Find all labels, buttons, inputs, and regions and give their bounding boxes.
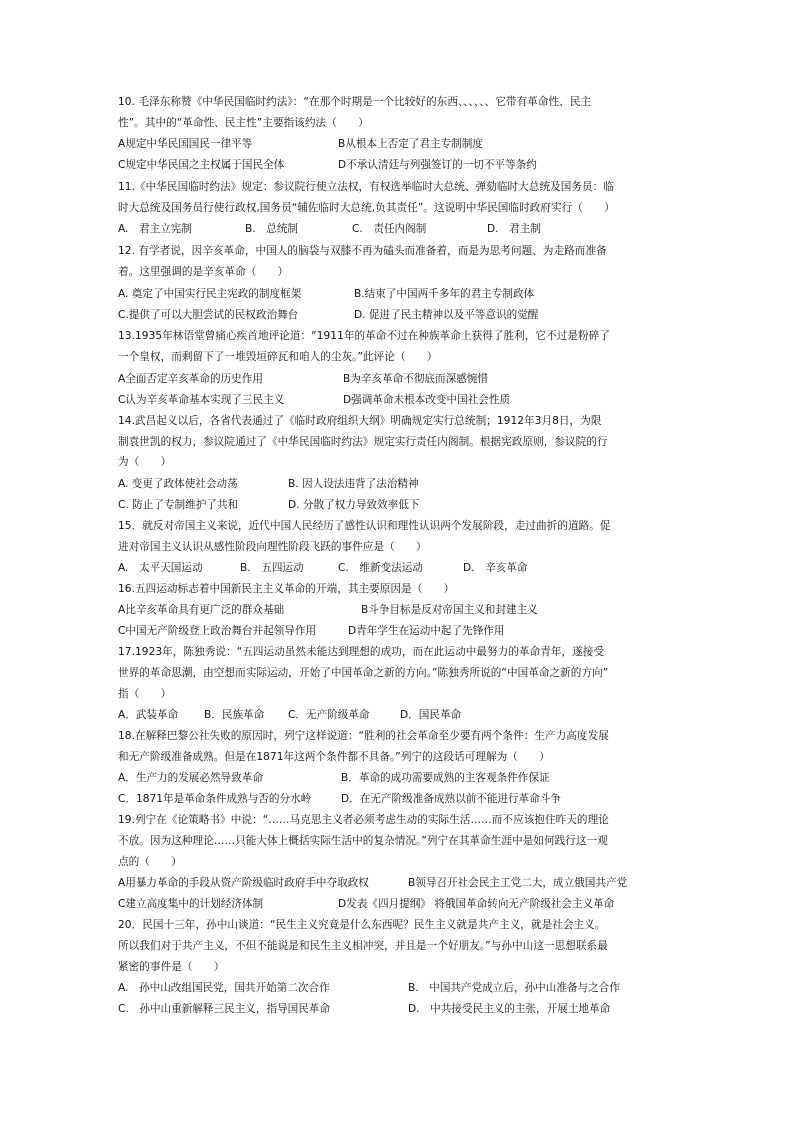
question-stem-line: 19.列宁在《论策略书》中说：“……马克思主义者必须考虑生动的实际生活……而不应该抱住昨天的理论	[118, 814, 609, 826]
option-d: D发表《四月提纲》 将俄国革命转向无产阶级社会主义革命	[338, 898, 615, 910]
option-a: A．武装革命	[118, 709, 179, 721]
question-stem-line: 18.在解释巴黎公社失败的原因时，列宁这样说道：“胜利的社会革命至少要有两个条件：生产力高度发展	[118, 730, 609, 742]
question-stem-line: 10. 毛泽东称赞《中华民国临时约法》：“在那个时期是一个比较好的东西、、、、、、它带有革命性、民主	[118, 96, 592, 108]
question-stem-line: 进对帝国主义认识从感性阶段向理性阶段飞跃的事件应是（ ）	[118, 541, 427, 553]
option-d: D. 分散了权力导致效率低下	[288, 499, 420, 511]
option-b: B为辛亥革命不彻底而深感惋惜	[343, 373, 488, 385]
question-stem-line: 所以我们对于共产主义，不但不能说是和民生主义相冲突，并且是一个好朋友。”与孙中山这一思想联系最	[118, 940, 608, 952]
option-c: C建立高度集中的计划经济体制	[118, 898, 264, 910]
question-stem-line: 为（ ）	[118, 456, 172, 468]
question-stem-line: 17.1923年，陈独秀说：“五四运动虽然未能达到理想的成功，而在此运动中最努力的革命青年，遂接受	[118, 646, 605, 658]
question-stem-line: 制袁世凯的权力，参议院通过了《中华民国临时约法》规定实行责任内阁制。根据宪政原则，参议院的行	[118, 436, 608, 448]
option-a: A．生产力的发展必然导致革命	[118, 772, 263, 784]
option-a: A. 变更了政体使社会动荡	[118, 478, 238, 490]
option-c: C. 维新变法运动	[338, 562, 423, 574]
option-d: D不承认清廷与列强签订的一切不平等条约	[338, 159, 537, 171]
option-a: A. 孙中山改组国民党，国共开始第二次合作	[118, 982, 330, 994]
option-a: A比辛亥革命具有更广泛的群众基础	[118, 604, 285, 616]
option-d: D. 促进了民主精神以及平等意识的觉醒	[354, 309, 539, 321]
option-b: B从根本上否定了君主专制制度	[338, 138, 483, 150]
option-b: B. 因人设法违背了法治精神	[288, 478, 419, 490]
option-b: B．民族革命	[204, 709, 265, 721]
question-stem-line: 时大总统及国务员行使行政权,国务员“辅佐临时大总统,负其责任”。这说明中华民国临时政府实行（ ）	[118, 202, 615, 214]
option-c: C. 责任内阁制	[352, 223, 427, 235]
option-c: C规定中华民国之主权属于国民全体	[118, 159, 285, 171]
question-stem-line: 16.五四运动标志着中国新民主主义革命的开端，其主要原因是（ ）	[118, 583, 455, 595]
option-c: C．无产阶级革命	[288, 709, 370, 721]
question-stem-line: 点的（ ）	[118, 856, 182, 868]
option-c: C. 孙中山重新解释三民主义，指导国民革命	[118, 1003, 331, 1015]
question-stem-line: 14.武昌起义以后，各省代表通过了《临时政府组织大纲》明确规定实行总统制；1912年3月8日，为限	[118, 415, 602, 427]
question-stem-line: 11.《中华民国临时约法》规定：参议院行使立法权，有权选举临时大总统、弹劾临时大总统及国务员：临	[118, 181, 614, 193]
option-d: D青年学生在运动中起了先锋作用	[348, 625, 505, 637]
question-stem-line: 和无产阶级准备成熟。但是在1871年这两个条件都不具备。”列宁的这段话可理解为（ ）	[118, 751, 550, 763]
question-stem-line: 着。这里强调的是辛亥革命（ ）	[118, 266, 289, 278]
option-a: A. 奠定了中国实行民主宪政的制度框架	[118, 288, 302, 300]
option-d: D. 中共接受民主义的主张，开展土地革命	[408, 1003, 611, 1015]
option-d: D. 辛亥革命	[463, 562, 528, 574]
option-b: B斗争目标是反对帝国主义和封建主义	[361, 604, 538, 616]
question-stem-line: 12. 有学者说，因辛亥革命，中国人的脑袋与双膝不再为磕头而准备着，而是为思考问题、为走路而准备	[118, 245, 607, 257]
question-stem-line: 紧密的事件是（ ）	[118, 961, 225, 973]
option-b: B领导召开社会民主工党二大，成立俄国共产党	[408, 877, 628, 889]
option-d: D．国民革命	[400, 709, 462, 721]
option-a: A全面否定辛亥革命的历史作用	[118, 373, 263, 385]
option-c: C认为辛亥革命基本实现了三民主义	[118, 394, 285, 406]
option-a: A. 君主立宪制	[118, 223, 192, 235]
option-d: D强调革命未根本改变中国社会性质	[343, 394, 511, 406]
question-stem-line: 一个皇权，而剩留下了一堆毁垣碎瓦和咱人的尘灰。”此评论（ ）	[118, 351, 438, 363]
question-stem-line: 不放。因为这种理论……只能大体上概括实际生活中的复杂情况。”列宁在其革命生涯中是如何践行这一观	[118, 835, 608, 847]
option-a: A规定中华民国国民一律平等	[118, 138, 253, 150]
question-stem-line: 20．民国十三年，孙中山谈道：“民生主义究竟是什么东西呢？民生主义就是共产主义，就是社会主义。	[118, 919, 606, 931]
option-c: C. 防止了专制维护了共和	[118, 499, 239, 511]
option-b: B. 总统制	[245, 223, 299, 235]
option-d: D. 君主制	[487, 223, 541, 235]
option-a: A. 太平天国运动	[118, 562, 203, 574]
option-c: C中国无产阶级登上政治舞台并起领导作用	[118, 625, 317, 637]
question-stem-line: 性”。其中的“革命性、民主性”主要指该约法（ ）	[118, 117, 369, 129]
question-stem-line: 世界的革命思潮，由空想而实际运动，开始了中国革命之新的方向。”陈独秀所说的“中国革命之新的方向”	[118, 667, 609, 679]
option-b: B. 五四运动	[240, 562, 304, 574]
question-stem-line: 13.1935年林语堂曾痛心疾首地评论道：“1911年的革命不过在种族革命上获得了胜利，它不过是粉碎了	[118, 330, 610, 342]
question-stem-line: 指（ ）	[118, 688, 172, 700]
option-d: D．在无产阶级准备成熟以前不能进行革命斗争	[341, 793, 562, 805]
option-a: A用暴力革命的手段从资产阶级临时政府手中夺取政权	[118, 877, 369, 889]
question-stem-line: 15．就反对帝国主义来说，近代中国人民经历了感性认识和理性认识两个发展阶段，走过曲折的道路。促	[118, 520, 611, 532]
option-b: B. 中国共产党成立后，孙中山准备与之合作	[408, 982, 620, 994]
option-c: C．1871年是革命条件成熟与否的分水岭	[118, 793, 312, 805]
option-b: B.结束了中国两千多年的君主专制政体	[354, 288, 535, 300]
option-c: C.提供了可以大胆尝试的民权政治舞台	[118, 309, 299, 321]
option-b: B．革命的成功需要成熟的主客观条件作保证	[341, 772, 550, 784]
